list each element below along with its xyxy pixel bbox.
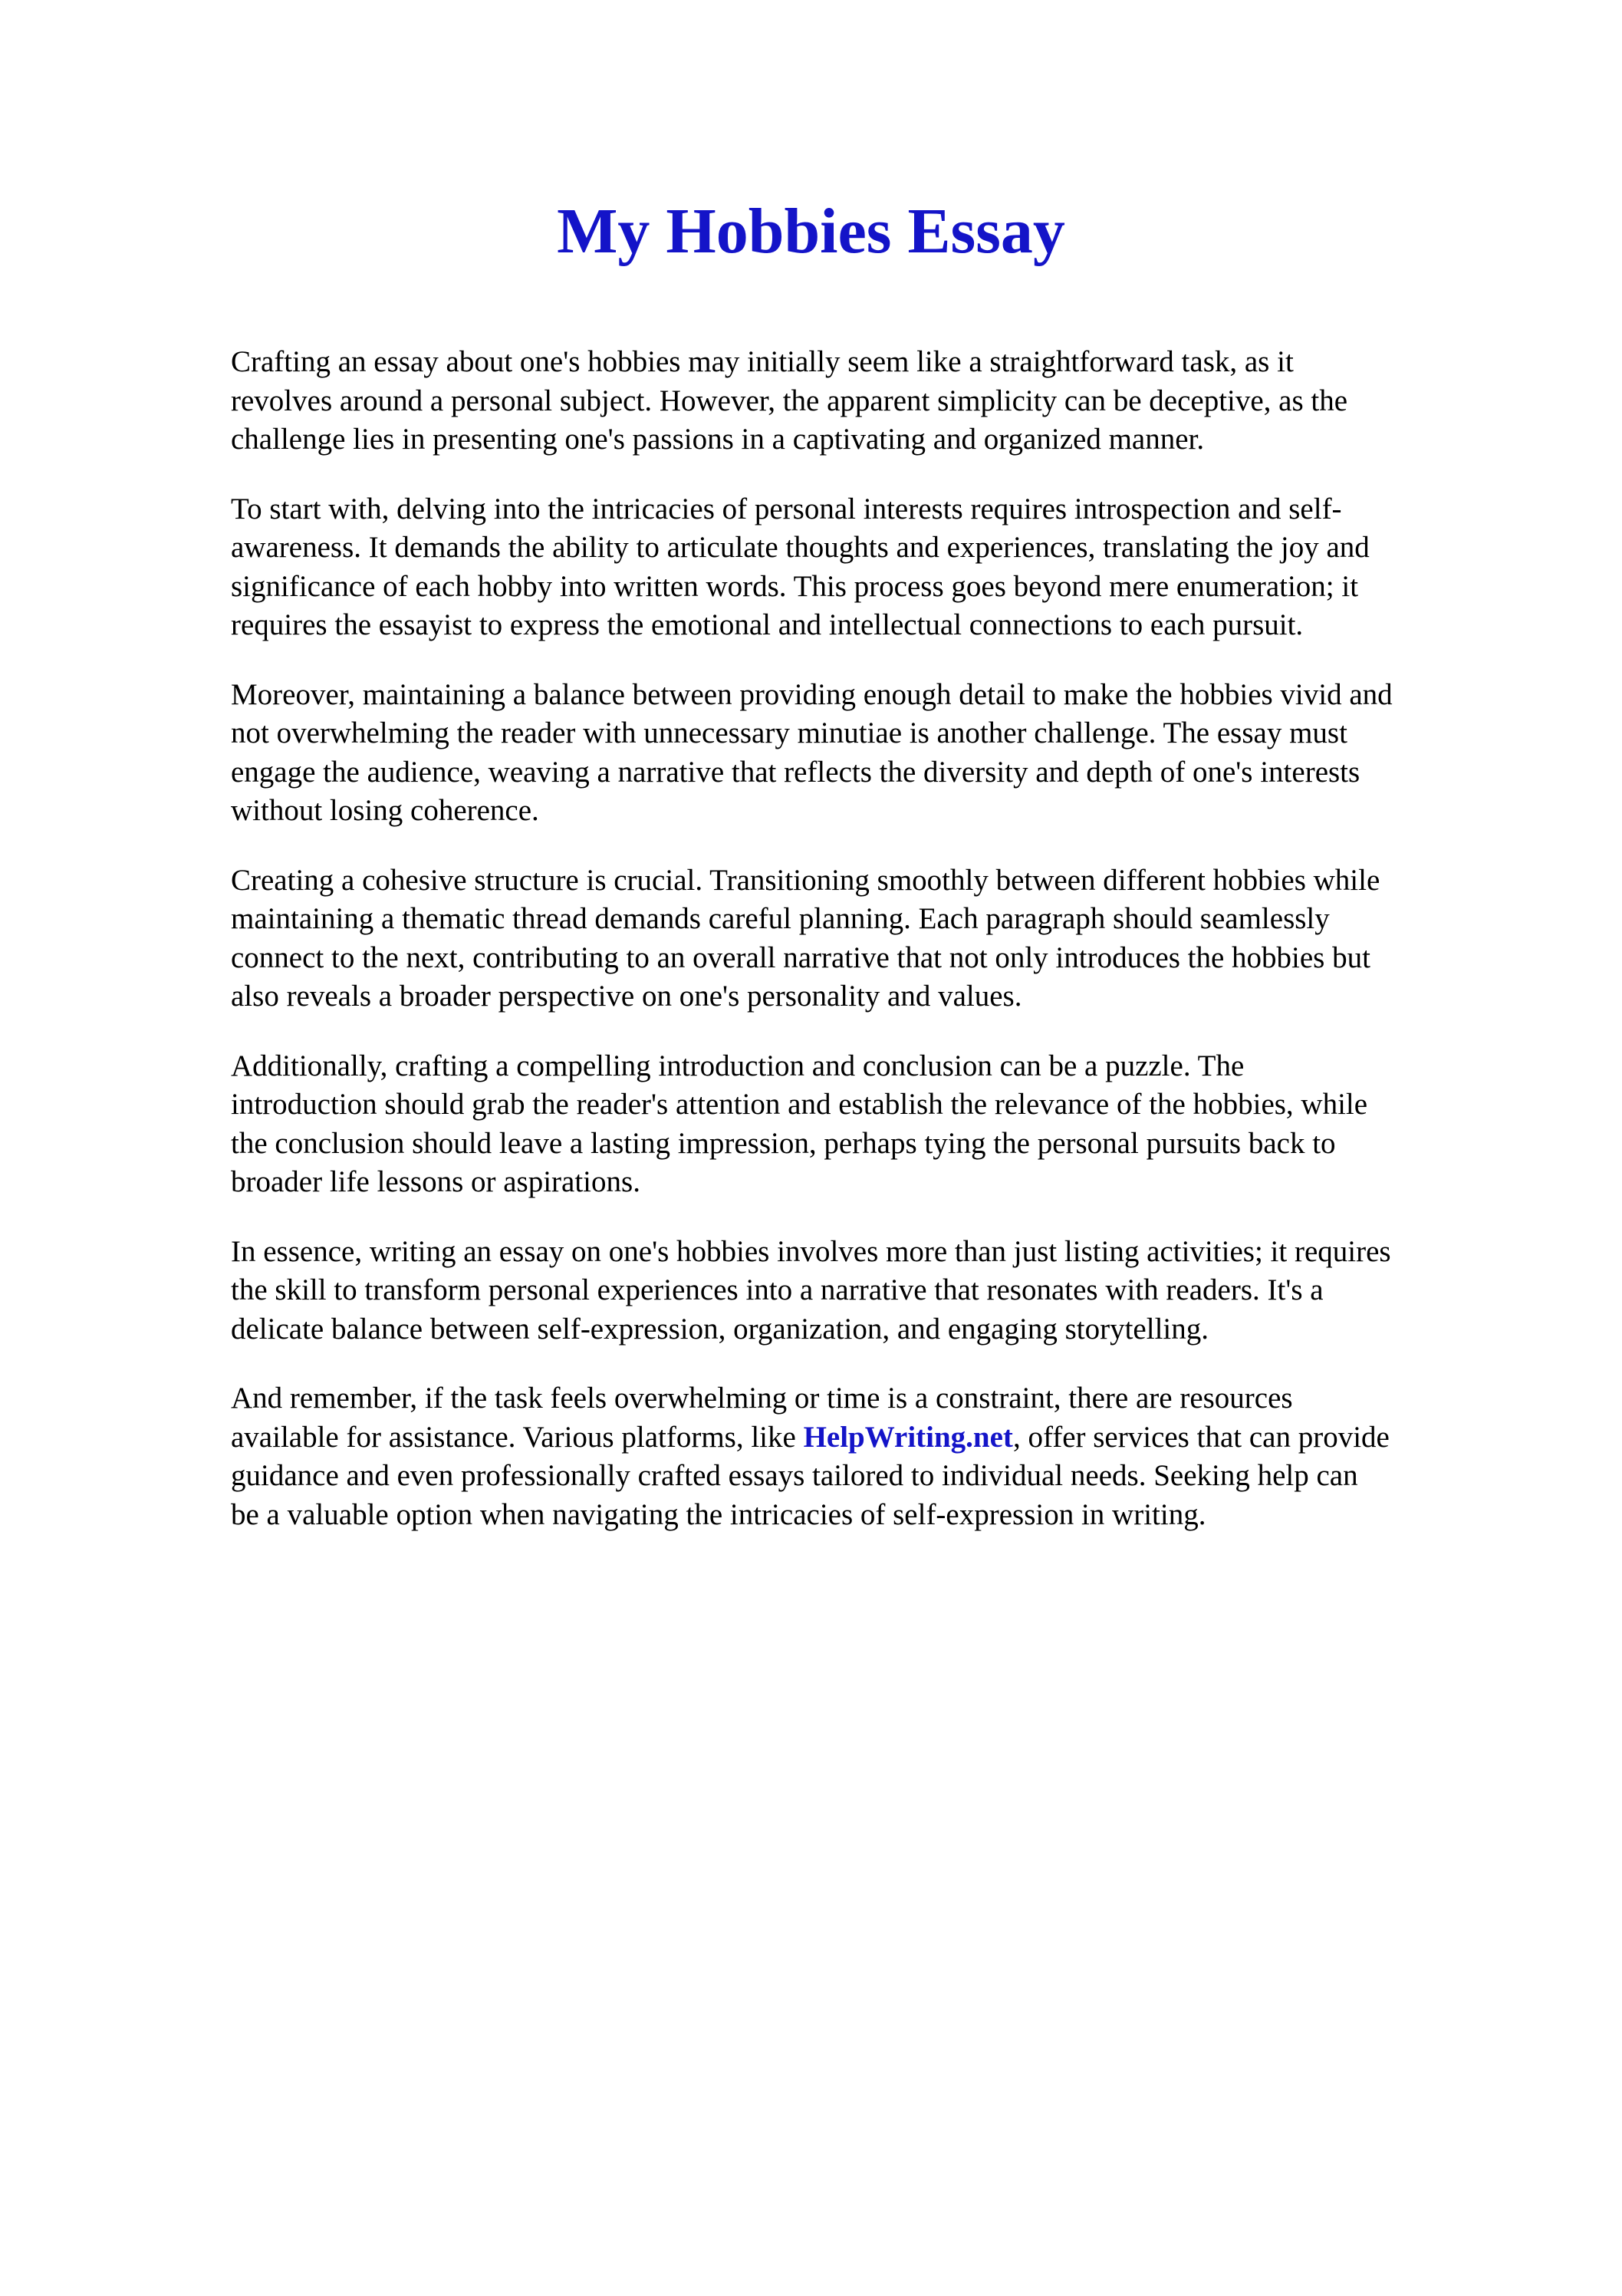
text-segment: available for assistance. Various platforms, like bbox=[231, 1420, 804, 1454]
text-line: In essence, writing an essay on one's hobbies involves more than just listing activities; it requires bbox=[231, 1234, 1391, 1268]
text-line: Creating a cohesive structure is crucial. Transitioning smoothly between different hobbies while bbox=[231, 863, 1380, 897]
text-line: engage the audience, weaving a narrative that reflects the diversity and depth of one's interests bbox=[231, 755, 1360, 789]
text-line: Crafting an essay about one's hobbies may initially seem like a straightforward task, as it bbox=[231, 345, 1294, 378]
text-line: introduction should grab the reader's attention and establish the relevance of the hobbies, while bbox=[231, 1088, 1368, 1121]
page-title: My Hobbies Essay bbox=[557, 196, 1065, 267]
paragraph-structure bbox=[231, 861, 1519, 1016]
paragraph-final bbox=[231, 1379, 1519, 1534]
text-line: requires the essayist to express the emotional and intellectual connections to each pursuit. bbox=[231, 608, 1304, 641]
text-line: maintaining a thematic thread demands careful planning. Each paragraph should seamlessly bbox=[231, 902, 1330, 935]
text-line: not overwhelming the reader with unnecessary minutiae is another challenge. The essay must bbox=[231, 716, 1347, 749]
text-line: revolves around a personal subject. However, the apparent simplicity can be deceptive, as the bbox=[231, 384, 1348, 417]
text-line: without losing coherence. bbox=[231, 794, 539, 827]
text-line: the conclusion should leave a lasting impression, perhaps tying the personal pursuits back to bbox=[231, 1126, 1336, 1160]
text-line: significance of each hobby into written words. This process goes beyond mere enumeration; it bbox=[231, 569, 1359, 603]
text-line: the skill to transform personal experiences into a narrative that resonates with readers. It's a bbox=[231, 1273, 1324, 1306]
helpwriting-link[interactable]: HelpWriting.net bbox=[803, 1420, 1013, 1454]
paragraph-intro-conclusion bbox=[231, 1047, 1519, 1202]
text-line: To start with, delving into the intricacies of personal interests requires introspection and self- bbox=[231, 492, 1342, 525]
text-line: guidance and even professionally crafted essays tailored to individual needs. Seeking help can bbox=[231, 1459, 1358, 1492]
essay-body bbox=[231, 343, 1519, 1565]
text-line-with-link bbox=[231, 1418, 1519, 1458]
paragraph-intro bbox=[231, 343, 1519, 460]
text-line: Moreover, maintaining a balance between providing enough detail to make the hobbies vivid and bbox=[231, 677, 1393, 711]
paragraph-balance bbox=[231, 676, 1519, 831]
text-line: delicate balance between self-expression, organization, and engaging storytelling. bbox=[231, 1312, 1209, 1346]
text-line: awareness. It demands the ability to articulate thoughts and experiences, translating the joy and bbox=[231, 531, 1370, 564]
text-line: also reveals a broader perspective on one's personality and values. bbox=[231, 980, 1022, 1013]
text-line: connect to the next, contributing to an overall narrative that not only introduces the hobbies but bbox=[231, 940, 1370, 974]
text-line: challenge lies in presenting one's passions in a captivating and organized manner. bbox=[231, 423, 1205, 456]
text-line: Additionally, crafting a compelling introduction and conclusion can be a puzzle. The bbox=[231, 1049, 1245, 1082]
text-line: be a valuable option when navigating the intricacies of self-expression in writing. bbox=[231, 1497, 1206, 1531]
paragraph-essence bbox=[231, 1233, 1519, 1349]
text-segment: , offer services that can provide bbox=[1012, 1420, 1390, 1454]
paragraph-introspection bbox=[231, 490, 1519, 645]
text-line: And remember, if the task feels overwhelming or time is a constraint, there are resources bbox=[231, 1382, 1293, 1415]
text-line: broader life lessons or aspirations. bbox=[231, 1165, 640, 1198]
